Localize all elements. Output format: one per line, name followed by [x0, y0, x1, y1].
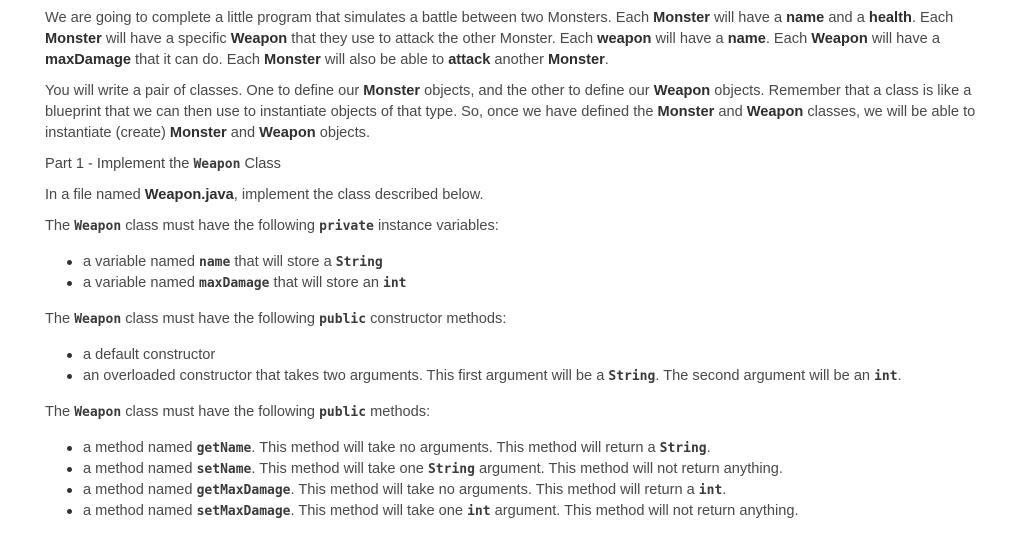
intro-paragraph-2: You will write a pair of classes. One to define our Monster objects, and the other to define our Weapon objects. Remember that a class is like a blueprint that we can then use to instantiate objects of that type. So, once we have defined the Monster and Weapon classes, we will be able to instantiate (create) Monster and Weapon objects. [45, 83, 976, 141]
list-item: an overloaded constructor that takes two arguments. This first argument will be a String. The second argument will be an int. [65, 366, 980, 387]
methods-list [45, 438, 980, 522]
methods-intro: The Weapon class must have the following public methods: [45, 404, 431, 420]
file-instruction: In a file named Weapon.java, implement the class described below. [45, 187, 484, 203]
list-item: a method named setName. This method will take one String argument. This method will not return anything. [65, 459, 980, 480]
constructors-intro: The Weapon class must have the following public constructor methods: [45, 311, 507, 327]
instance-variables-intro: The Weapon class must have the following private instance variables: [45, 218, 499, 234]
list-item: a method named setMaxDamage. This method will take one int argument. This method will not return anything. [65, 501, 980, 522]
document [45, 8, 980, 532]
list-item: a default constructor [65, 345, 980, 366]
list-item: a method named getName. This method will take no arguments. This method will return a String. [65, 438, 980, 459]
list-item: a method named getMaxDamage. This method will take no arguments. This method will return a int. [65, 480, 980, 501]
part1-heading: Part 1 - Implement the Weapon Class [45, 156, 281, 172]
list-item: a variable named name that will store a String [65, 252, 980, 273]
constructors-list [45, 345, 980, 387]
instance-variables-list [45, 252, 980, 294]
intro-paragraph-1: We are going to complete a little program that simulates a battle between two Monsters. Each Monster will have a name and a health. Each Monster will have a specific Weapon that they use to attack the other Monster. Each weapon will have a name. Each Weapon will have a maxDamage that it can do. Each Monster will also be able to attack another Monster. [45, 10, 954, 68]
list-item: a variable named maxDamage that will store an int [65, 273, 980, 294]
